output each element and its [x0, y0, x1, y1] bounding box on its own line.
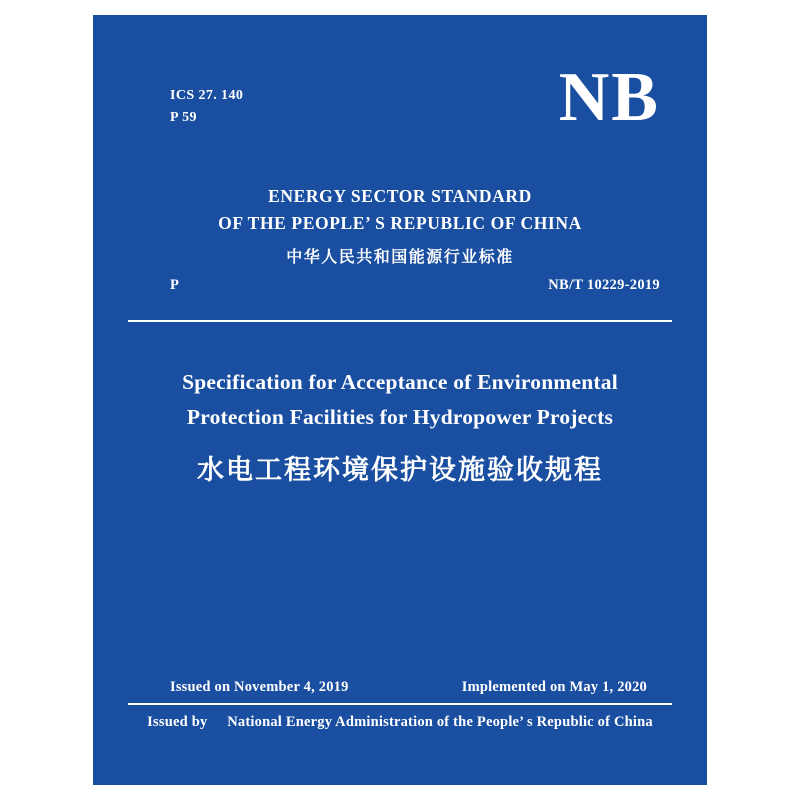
- issuer-row: [93, 714, 707, 731]
- issuer-label: Issued by: [147, 714, 208, 730]
- code-row: [170, 277, 660, 294]
- title-english-line1: Specification for Acceptance of Environmental: [182, 370, 618, 394]
- standard-header: [93, 183, 707, 267]
- standard-header-line2: OF THE PEOPLE’ S REPUBLIC OF CHINA: [218, 213, 582, 234]
- title-chinese: 水电工程环境保护设施验收规程: [197, 454, 603, 486]
- implemented-date: Implemented on May 1, 2020: [461, 679, 647, 695]
- document-title: [93, 365, 707, 487]
- divider-bottom: [128, 703, 672, 705]
- ics-block: [170, 85, 243, 128]
- standard-header-chinese: 中华人民共和国能源行业标准: [286, 247, 514, 267]
- standard-header-line1: ENERGY SECTOR STANDARD: [268, 186, 532, 206]
- category-letter: P: [170, 277, 179, 293]
- ics-number: ICS 27. 140: [170, 88, 244, 103]
- classification-number: P 59: [170, 109, 197, 125]
- divider-top: [128, 320, 672, 322]
- dates-row: [170, 679, 647, 696]
- standard-number: NB/T 10229-2019: [548, 277, 660, 293]
- standard-cover: [93, 15, 707, 785]
- nb-logo: NB: [558, 59, 660, 136]
- issuer-name: National Energy Administration of the People’ s Republic of China: [227, 714, 653, 730]
- issued-date: Issued on November 4, 2019: [170, 679, 349, 695]
- title-english-line2: Protection Facilities for Hydropower Projects: [186, 405, 614, 430]
